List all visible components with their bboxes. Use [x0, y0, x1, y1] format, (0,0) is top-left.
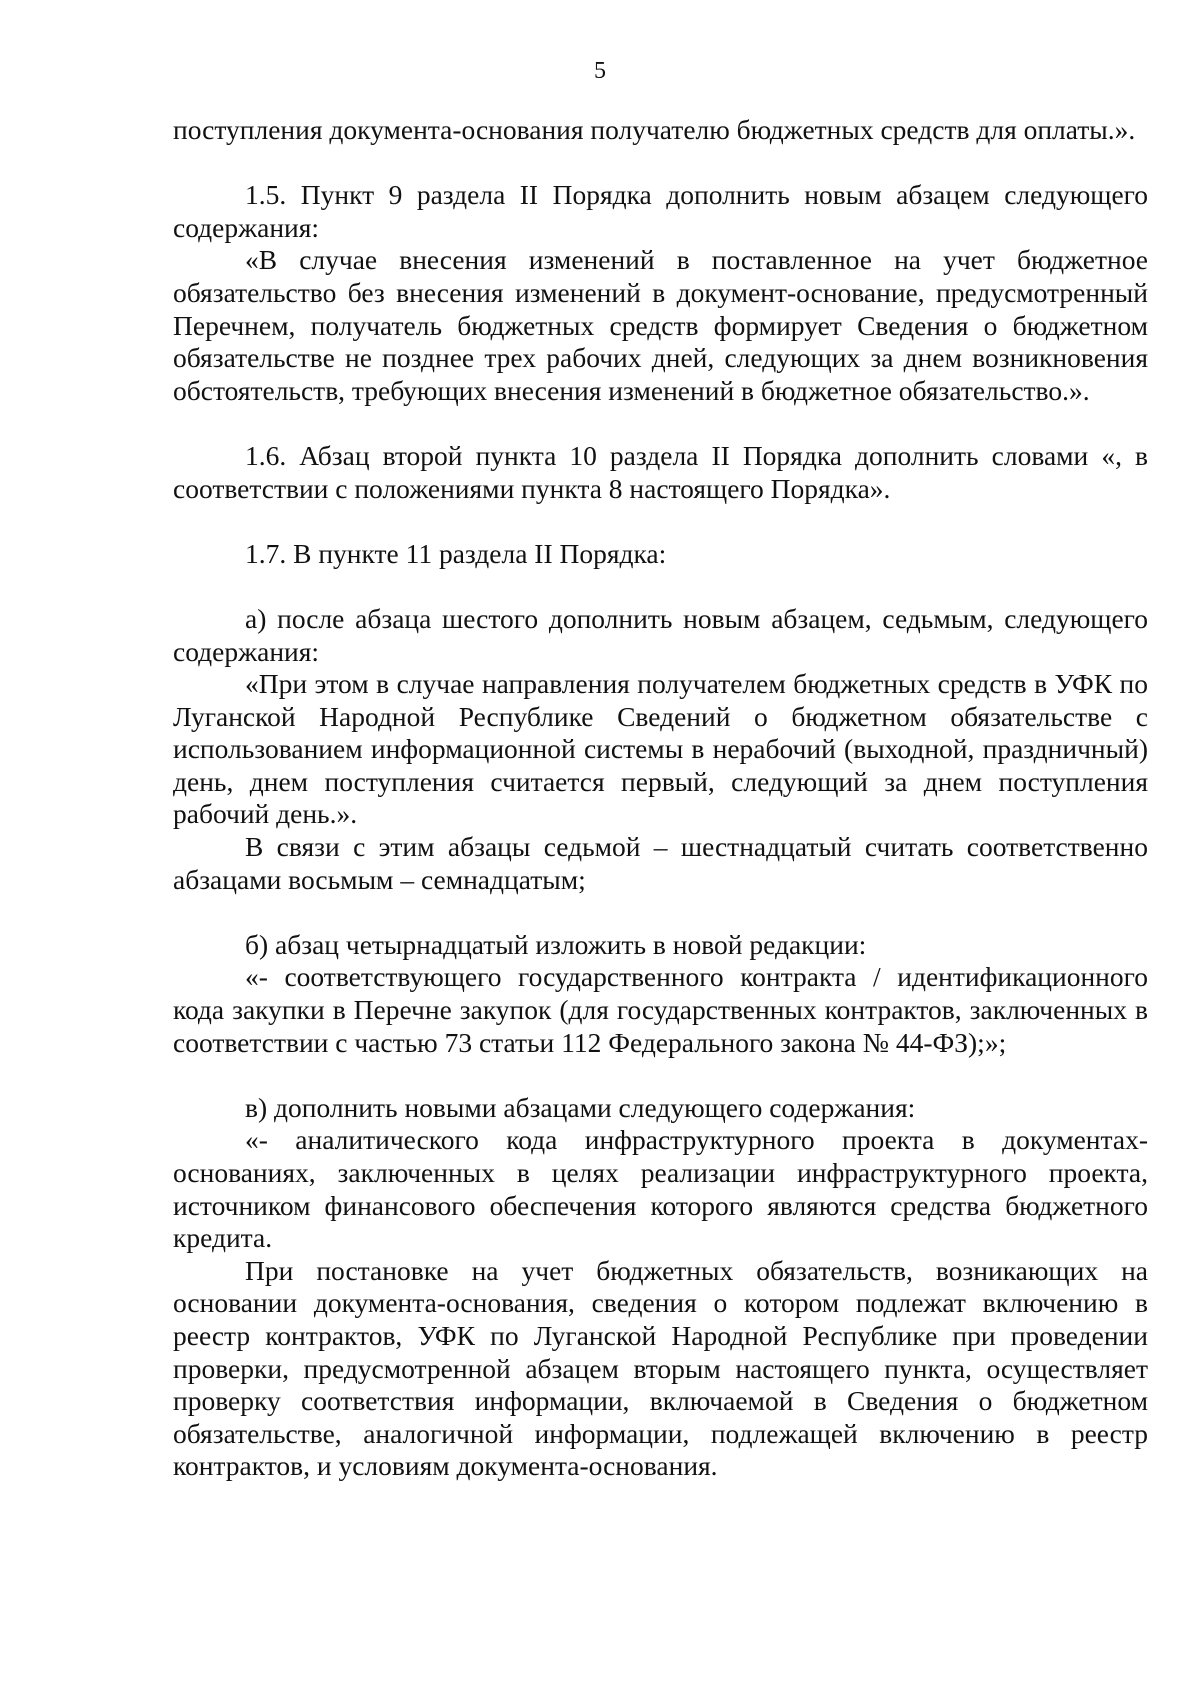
- paragraph-renumber-note: В связи с этим абзацы седьмой – шестнадцатый считать соответственно абзацами восьмым – семнадцатым;: [173, 831, 1148, 895]
- paragraph-gap: [173, 1059, 1148, 1092]
- paragraph-item-1-6: 1.6. Абзац второй пункта 10 раздела II Порядка дополнить словами «, в соответствии с положениями пункта 8 настоящего Порядка».: [173, 439, 1148, 504]
- paragraph-continuation: поступления документа-основания получателю бюджетных средств для оплаты.».: [173, 114, 1136, 145]
- paragraph-quote-b: «- соответствующего государственного контракта / идентификационного кода закупки в Перечне закупок (для государственных контрактов, заключенных в соответствии с частью 73 статьи 112 Федерального закона № 44-ФЗ);»;: [173, 961, 1148, 1058]
- paragraph-quote-1-5: «В случае внесения изменений в поставленное на учет бюджетное обязательство без внесения изменений в документ-основание, предусмотренный Перечнем, получатель бюджетных средств формирует Сведения о бюджетном обязательстве не позднее трех рабочих дней, следующих за днем возникновения обстоятельств, требующих внесения изменений в бюджетное обязательство.».: [173, 244, 1148, 406]
- paragraph-item-1-7: 1.7. В пункте 11 раздела II Порядка:: [245, 537, 667, 569]
- paragraph-gap: [173, 896, 1148, 929]
- paragraph-subitem-v: в) дополнить новыми абзацами следующего содержания:: [245, 1091, 916, 1123]
- paragraph-quote-a: «При этом в случае направления получателем бюджетных средств в УФК по Луганской Народной Республике Сведений о бюджетном обязательстве с использованием информационной системы в нерабочий (выходной, праздничный) день, днем поступления считается первый, следующий за днем поступления рабочий день.».: [173, 668, 1148, 830]
- page-number: 5: [594, 58, 606, 84]
- paragraph-quote-v-1: «- аналитического кода инфраструктурного проекта в документах-основаниях, заключенных в целях реализации инфраструктурного проекта, источником финансового обеспечения которого являются средства бюджетного кредита.: [173, 1124, 1148, 1254]
- paragraph-quote-v-2: При постановке на учет бюджетных обязательств, возникающих на основании документа-основания, сведения о котором подлежат включению в реестр контрактов, УФК по Луганской Народной Республике при проведении проверки, предусмотренной абзацем вторым настоящего пункта, осуществляет проверку соответствия информации, включаемой в Сведения о бюджетном обязательстве, аналогичной информации, подлежащей включению в реестр контрактов, и условиям документа-основания.: [173, 1254, 1148, 1482]
- paragraph-item-1-5: 1.5. Пункт 9 раздела II Порядка дополнить новым абзацем следующего содержания:: [173, 179, 1148, 243]
- paragraph-subitem-a: а) после абзаца шестого дополнить новым абзацем, седьмым, следующего содержания:: [173, 602, 1148, 667]
- paragraph-subitem-b: б) абзац четырнадцатый изложить в новой редакции:: [245, 928, 867, 960]
- paragraph-gap: [173, 505, 1148, 538]
- paragraph-gap: [173, 407, 1148, 440]
- paragraph-gap: [173, 147, 1148, 180]
- paragraph-gap: [173, 570, 1148, 603]
- document-body: [173, 114, 1148, 1483]
